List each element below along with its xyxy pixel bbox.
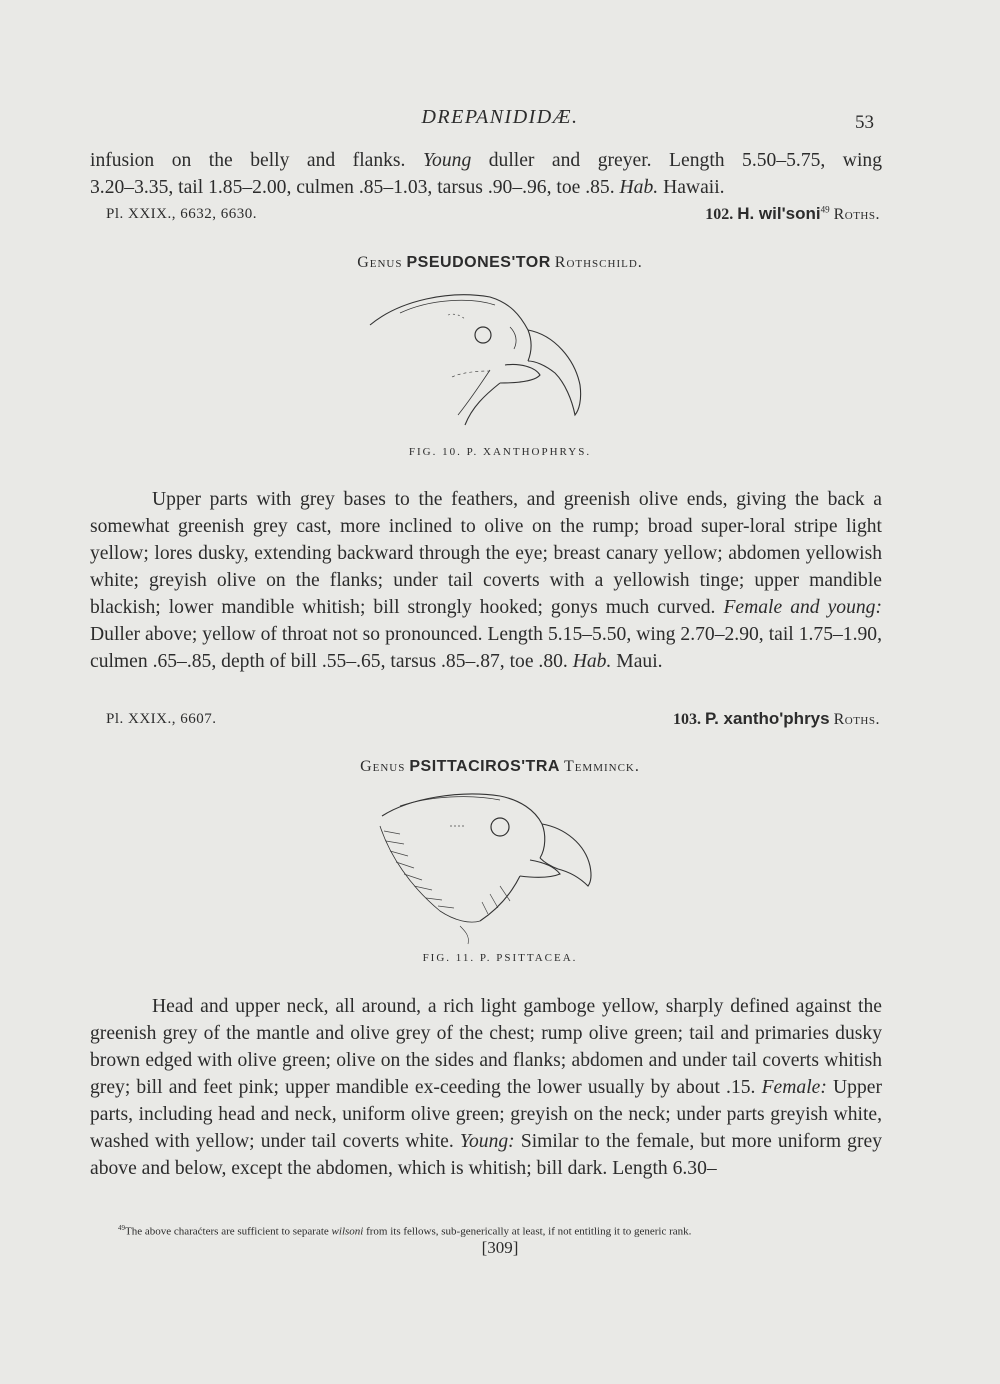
genus-heading-psittacirostra xyxy=(0,758,1000,776)
species-name: H. wil'soni xyxy=(737,204,821,223)
figure-10-caption: FIG. 10. P. XANTHOPHRYS. xyxy=(408,446,592,458)
species-author: Roths. xyxy=(833,711,880,728)
intro-line-2 xyxy=(90,174,882,201)
running-title: DREPANIDIDÆ. xyxy=(421,106,579,128)
eye-icon xyxy=(475,327,491,343)
young-label: Young: xyxy=(459,1131,515,1152)
description-text: Maui. xyxy=(611,651,663,672)
footnote-text: The above charaćters are sufficient to separate xyxy=(125,1225,332,1238)
bird-head-illustration-xanthophrys xyxy=(360,285,600,435)
description-text: Upper parts, including head and neck, uniform olive green; greyish on the neck; under parts greyish white, washed with yellow; under tail coverts white. xyxy=(90,1077,882,1152)
species-heading-102 xyxy=(500,204,880,224)
description-paragraph-103 xyxy=(90,486,882,675)
genus-author: Rothschild. xyxy=(554,254,643,271)
footnote-text: from its fellows, sub-generically at least, if not entitling it to generic rank. xyxy=(363,1225,692,1238)
description-text: Upper parts with grey bases to the feathers, and greenish olive ends, giving the back a somewhat greenish grey cast, more inclined to olive on the rump; broad super-loral stripe light yellow; lores dusky, extending backward through the eye; breast canary yellow; abdomen yellowish white; greyish olive on the flanks; under tail coverts with a yellowish tinge; upper mandible blackish; lower mandible whitish; bill strongly hooked; gonys much curved. xyxy=(90,489,882,618)
description-text: Head and upper neck, all around, a rich light gamboge yellow, sharply defined against the greenish grey of the mantle and olive grey of the chest; rump olive green; tail and primaries dusky brown edged with olive green; olive on the sides and flanks; abdomen and under tail coverts whitish grey; bill and feet pink; upper mandible ex-ceeding the lower usually by about .15. xyxy=(90,996,882,1098)
genus-name: PSEUDONES'TOR xyxy=(406,254,551,271)
intro-text: infusion on the belly and flanks. xyxy=(90,150,423,171)
genus-author: Temminck. xyxy=(563,758,640,775)
species-author: Roths. xyxy=(833,206,880,223)
description-paragraph-104 xyxy=(90,993,882,1182)
hab-label: Hab. xyxy=(572,651,612,672)
intro-text: Hawaii. xyxy=(658,177,725,198)
plate-reference-103: Pl. XXIX., 6607. xyxy=(106,711,217,727)
intro-text: duller and greyer. Length 5.50–5.75, wing xyxy=(471,150,882,171)
species-number: 103. xyxy=(672,711,701,728)
footnote-species: wilsoni xyxy=(331,1225,364,1238)
description-text: Duller above; yellow of throat not so pronounced. Length 5.15–5.50, wing 2.70–2.90, tail 1.75–1.90, culmen .65–.85, depth of bill .55–.65, tarsus .85–.87, toe .80. xyxy=(90,624,882,672)
young-label: Young xyxy=(422,150,472,171)
female-label: Female: xyxy=(761,1077,827,1098)
genus-label: Genus xyxy=(357,254,403,271)
description-text: Similar to the female, but more uniform grey above and below, except the abdomen, which is whitish; bill dark. Length 6.30– xyxy=(90,1131,882,1179)
page-number: 53 xyxy=(855,112,874,133)
female-young-label: Female and young: xyxy=(723,597,882,618)
species-number: 102. xyxy=(705,206,734,223)
footnote-marker: 49 xyxy=(118,1224,125,1232)
genus-heading-pseudonestor xyxy=(0,254,1000,272)
intro-paragraph xyxy=(90,147,882,201)
footnote xyxy=(118,1224,878,1238)
intro-text: 3.20–3.35, tail 1.85–2.00, culmen .85–1.03, tarsus .90–.96, toe .85. xyxy=(90,177,620,198)
figure-11-caption: FIG. 11. P. PSITTACEA. xyxy=(422,952,578,964)
genus-name: PSITTACIROS'TRA xyxy=(409,758,560,775)
genus-label: Genus xyxy=(360,758,406,775)
signature-mark: [309] xyxy=(481,1238,519,1257)
eye-icon xyxy=(491,818,509,836)
species-heading-103 xyxy=(500,709,880,729)
plate-reference-102: Pl. XXIX., 6632, 6630. xyxy=(106,206,258,222)
bird-head-illustration-psittacea xyxy=(370,786,600,946)
footnote-marker: 49 xyxy=(820,204,830,215)
intro-line-1 xyxy=(90,147,882,174)
hab-label: Hab. xyxy=(619,177,659,198)
species-name: P. xantho'phrys xyxy=(704,709,830,728)
